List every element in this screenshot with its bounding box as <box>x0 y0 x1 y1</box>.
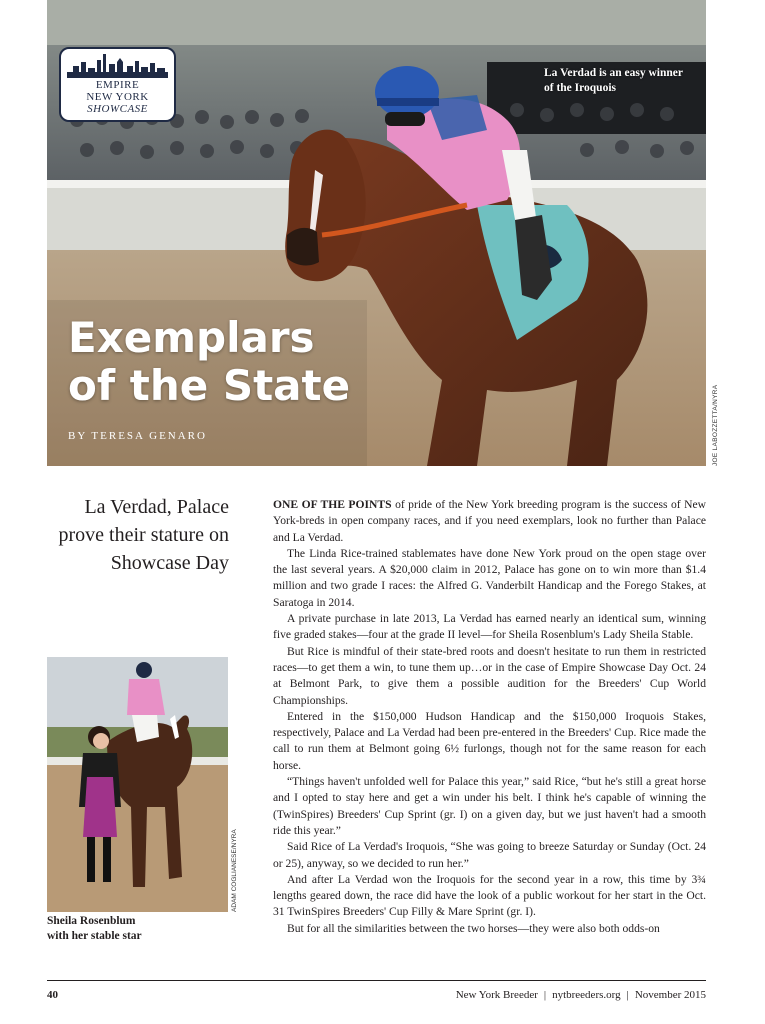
article-deck: La Verdad, Palace prove their stature on Showcase Day <box>58 496 229 574</box>
hero-photo <box>47 0 706 466</box>
article-body <box>273 497 706 937</box>
website-link[interactable]: nytbreeders.org <box>552 989 621 1001</box>
article-paragraph-6: “Things haven't unfolded well for Palace this year,” said Rice, “but he's still a great horse and I opted to stay here and get a win under his belt. I think he's capable of winning the (TwinSpires) Breeders' Cup Sprint (gr. I) on a given day, but we just haven't had a smooth ride this year.” <box>273 775 706 837</box>
hero-photo-credit: JOE LABOZZETTA/NYRA <box>712 384 719 466</box>
article-paragraph-2: The Linda Rice-trained stablemates have done New York proud on the open stage over the last several years. A $20,000 claim in 2012, Palace has gone on to win more than $1.4 million and two grade I races: the Alfred G. Vanderbilt Handicap and the Forego Stakes, at Saratoga in 2014. <box>273 546 706 609</box>
logo-line-showcase: SHOWCASE <box>87 103 148 115</box>
issue-date: November 2015 <box>634 989 706 1001</box>
footer-rule <box>47 980 706 981</box>
side-photo-credit: ADAM COGLIANESE/NYRA <box>231 829 238 912</box>
footer-separator: | <box>543 989 547 1001</box>
running-footer <box>456 989 706 1001</box>
article-paragraph-3: A private purchase in late 2013, La Verdad has earned nearly an identical sum, winning five graded stakes—four at the grade II level—for Sheila Rosenblum's Lady Sheila Stable. <box>273 612 706 642</box>
article-paragraph-8: And after La Verdad won the Iroquois for the second year in a row, this time by 3¾ lengths geared down, the race did have the look of a public workout for her start in the Oct. 31 TwinSpires Breeders' Cup Filly & Mare Sprint (gr. I). <box>273 872 706 919</box>
side-photo-caption: Sheila Rosenblum with her stable star <box>47 915 142 942</box>
article-paragraph-4: But Rice is mindful of their state-bred roots and doesn't hesitate to run them in restricted races—to get them a win, to tune them up…or in the case of Empire Showcase Day Oct. 24 at Belmont Park, to give them a possible audition for the Breeders' Cup World Championships. <box>273 644 706 707</box>
logo-line-new-york: NEW YORK <box>86 91 149 103</box>
article-paragraph-1 <box>273 497 706 546</box>
hero-photo-caption: La Verdad is an easy winner of the Iroquois <box>544 67 683 94</box>
footer-separator: | <box>626 989 629 1001</box>
empire-showcase-logo <box>59 47 176 122</box>
article-paragraph-9: But for all the similarities between the two horses—they were also both odds-on <box>287 921 660 935</box>
side-photo <box>47 657 228 912</box>
lead-in: ONE OF THE POINTS <box>273 498 392 511</box>
byline: BY TERESA GENARO <box>68 430 207 442</box>
owner-with-horse-illustration <box>47 657 228 912</box>
page-number: 40 <box>47 989 58 1001</box>
skyline-icon <box>67 52 168 78</box>
article-title: Exemplars of the State <box>68 313 351 410</box>
article-paragraph-5: Entered in the $150,000 Hudson Handicap and the $150,000 Iroquois Stakes, respectively, Palace and La Verdad had been pre-entered in the Breeders' Cup. Rice made the call to run them at Belmont going 6½ furlongs, though not for the same reason for each horse. <box>273 709 706 772</box>
publication-name: New York Breeder <box>455 989 538 1001</box>
logo-line-empire: EMPIRE <box>95 79 140 91</box>
paragraph-1-text: of pride of the New York breeding program is the success of New York-breds in open company races, and if you need exemplars, look no further than Palace and La Verdad. <box>273 498 706 544</box>
article-paragraph-7: Said Rice of La Verdad's Iroquois, “She was going to breeze Saturday or Sunday (Oct. 24 or 25), anyway, so we decided to run her.” <box>273 840 706 870</box>
